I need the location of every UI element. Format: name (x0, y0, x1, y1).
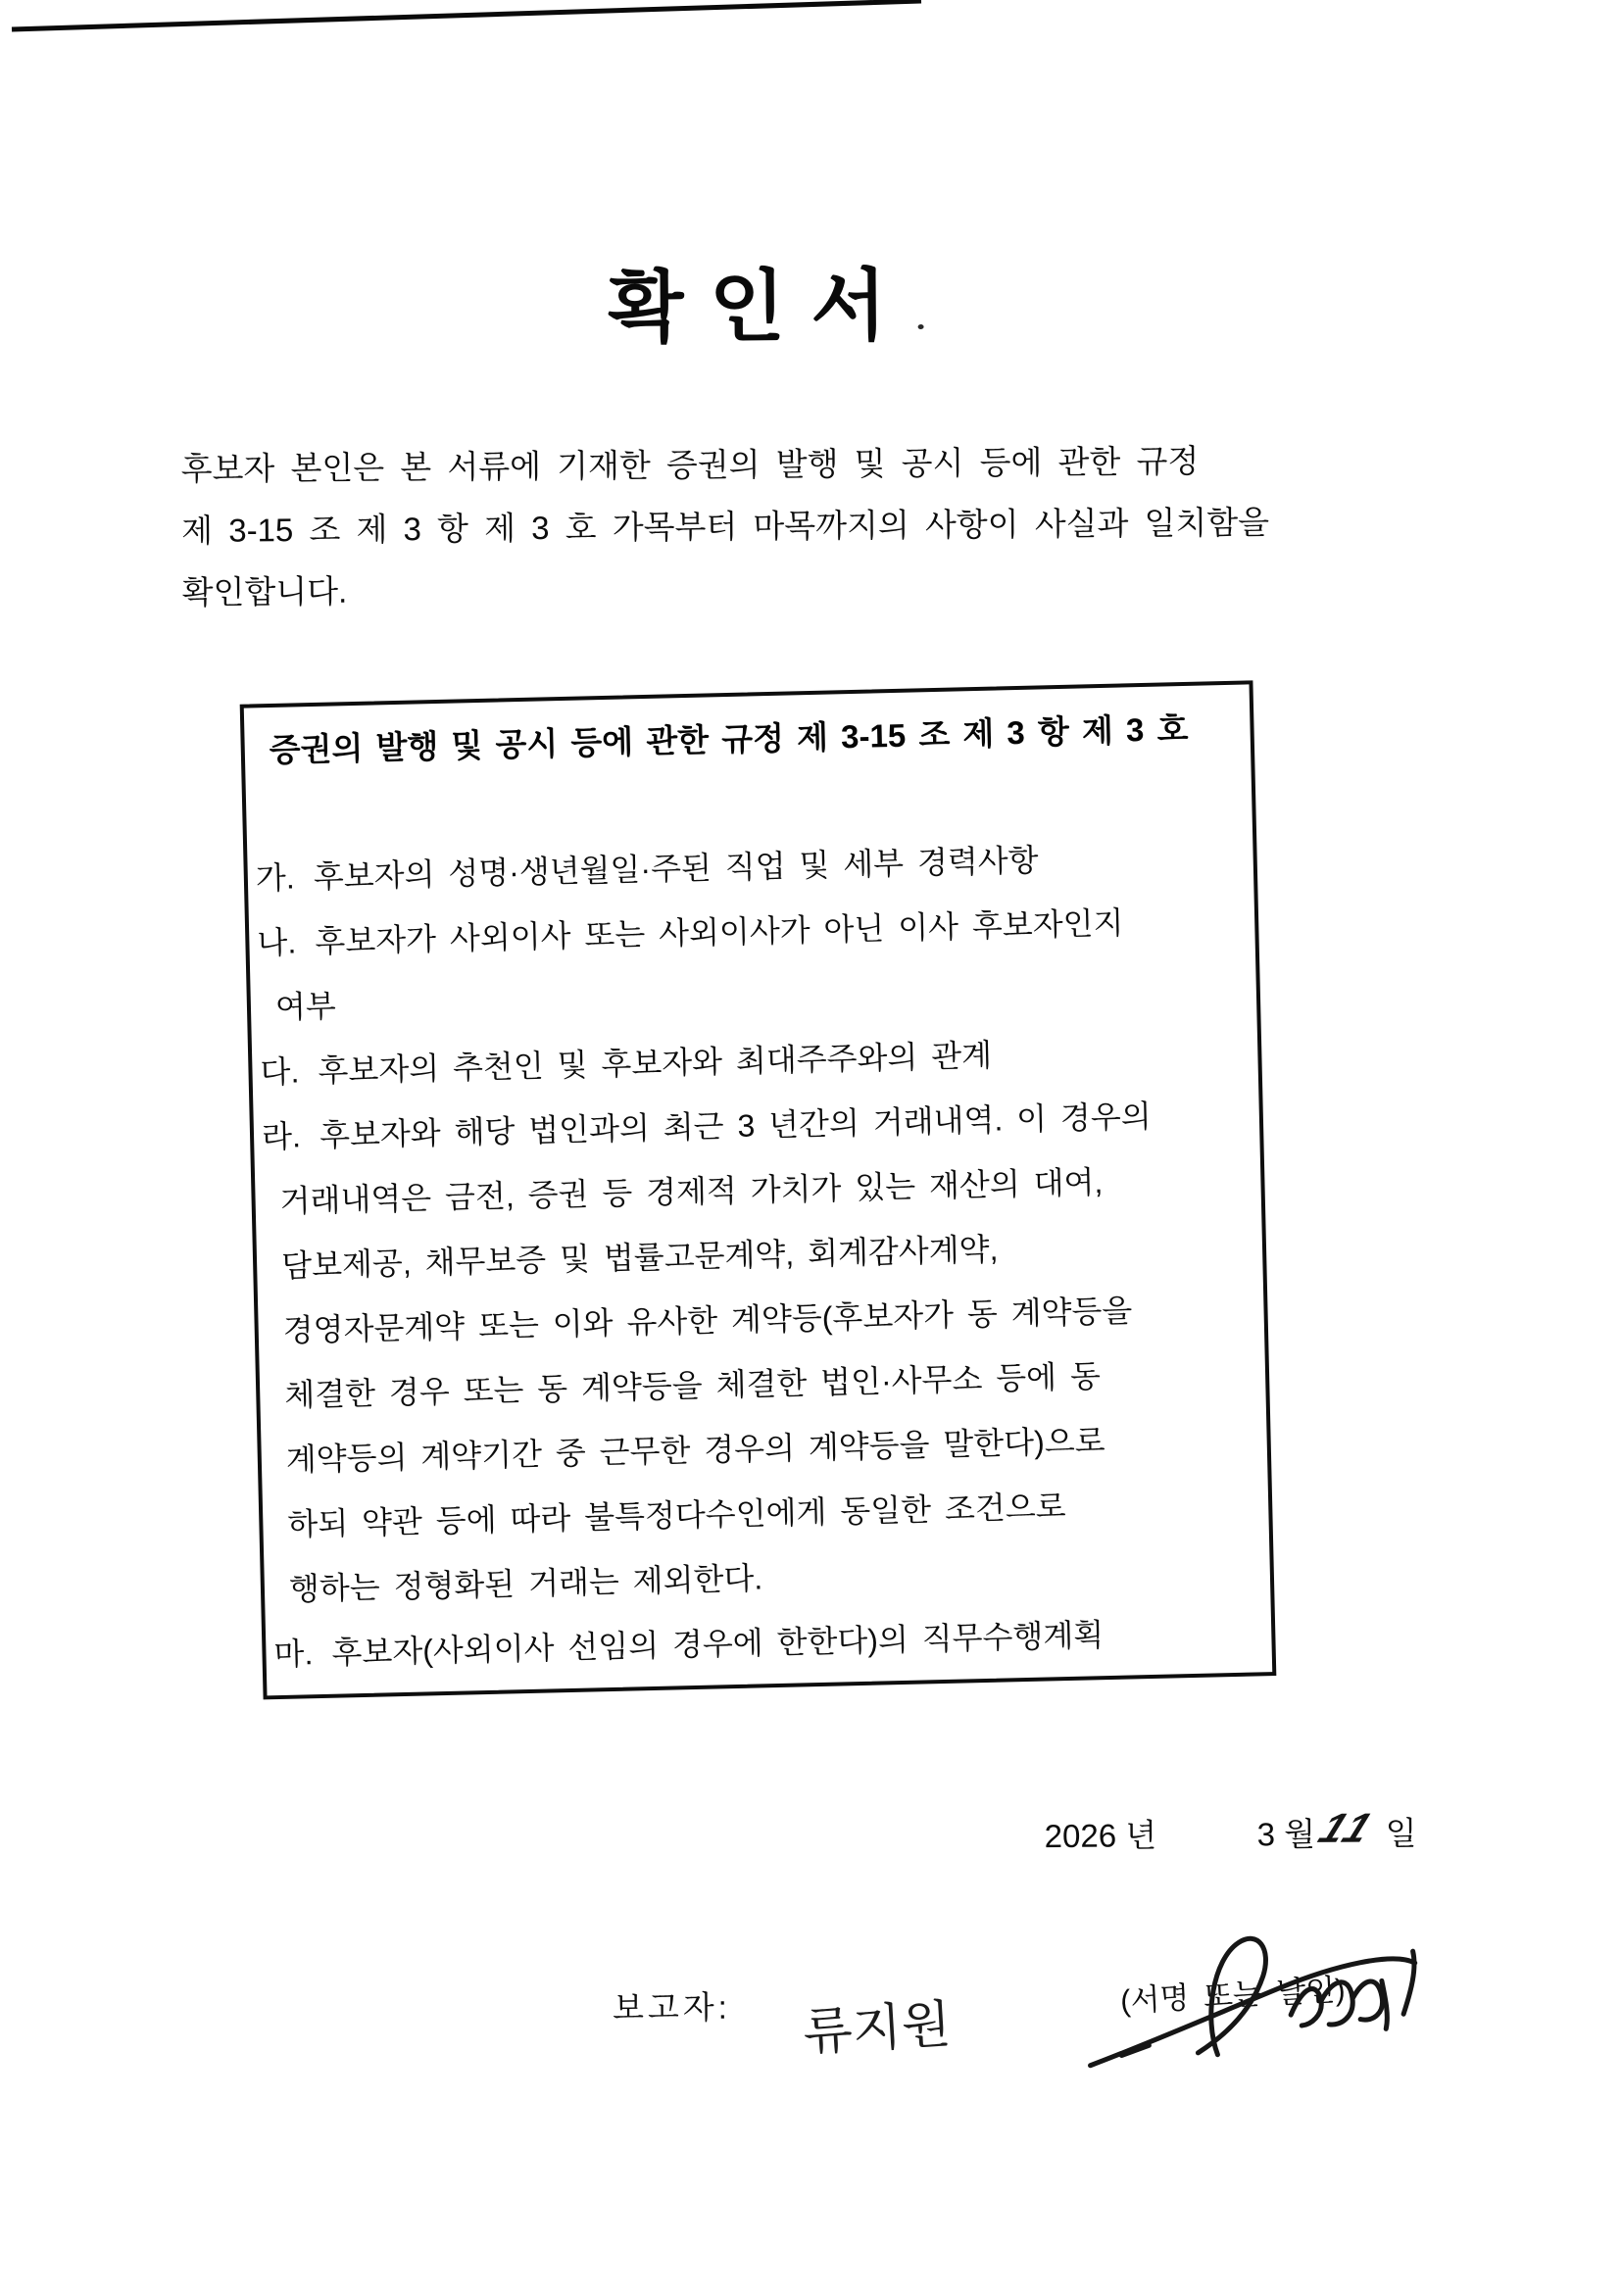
item-label: 마. (273, 1636, 314, 1673)
date-day-suffix: 일 (1385, 1815, 1417, 1852)
intro-line: 제 3-15 조 제 3 항 제 3 호 가목부터 마목까지의 사항이 사실과 일치함을 (181, 504, 1270, 549)
reporter-label: 보고자: (612, 1988, 732, 2027)
item-text: 후보자와 해당 법인과의 최근 3 년간의 거래내역. 이 경우의 (319, 1098, 1153, 1153)
item-line-cont: 계약등의 계약기간 중 근무한 경우의 계약등을 말한다)으로 (285, 1423, 1105, 1478)
intro-line: 확인합니다. (181, 572, 348, 611)
item-line-cont: 행하는 정형화된 거래는 제외한다. (288, 1560, 763, 1607)
reporter-name-handwritten: 류지원 (801, 1995, 953, 2062)
date-day-handwritten: 11 (1308, 1804, 1387, 1851)
date-month: 3 월 (1256, 1815, 1316, 1853)
item-text: 후보자가 사외이사 또는 사외이사가 아닌 이사 후보자인지 (314, 904, 1124, 959)
item-line-cont: 여부 (274, 988, 337, 1025)
item-label: 다. (260, 1053, 300, 1091)
document-title: 확 인 서 (607, 262, 889, 352)
item-line-cont: 하되 약관 등에 따라 불특정다수인에게 동일한 조건으로 (286, 1489, 1066, 1542)
regulation-item (261, 1082, 1260, 1623)
item-text: 후보자의 성명·생년월일·주된 직업 및 세부 경력사항 (313, 842, 1039, 895)
regulation-box-heading: 증권의 발행 및 공시 등에 관한 규정 제 3-15 조 제 3 항 제 3 호 (269, 709, 1189, 768)
item-line-cont: 담보제공, 채무보증 및 법률고문계약, 회계감사계약, (280, 1231, 999, 1284)
item-line-cont: 경영자문계약 또는 이와 유사한 계약등(후보자가 동 계약등을 (282, 1293, 1133, 1348)
regulation-box (240, 680, 1277, 1699)
seal-note: (서명 또는 날인) (1119, 1972, 1347, 2019)
item-line-cont: 체결한 경우 또는 동 계약등을 체결한 법인·사무소 등에 동 (283, 1358, 1102, 1413)
item-label: 라. (261, 1118, 302, 1155)
item-text: 후보자의 추천인 및 후보자와 최대주주와의 관계 (318, 1037, 993, 1089)
regulation-item (257, 888, 1248, 1041)
regulation-items (255, 823, 1262, 1687)
item-label: 가. (255, 859, 296, 897)
date-year: 2026 년 (1044, 1817, 1157, 1855)
item-label: 나. (257, 924, 297, 961)
intro-line: 후보자 본인은 본 서류에 기재한 증권의 발행 및 공시 등에 관한 규정 (180, 442, 1200, 487)
scan-speckle (918, 324, 924, 329)
item-line-cont: 거래내역은 금전, 증권 등 경제적 가치가 있는 재산의 대여, (279, 1164, 1104, 1219)
item-text: 후보자(사외이사 선임의 경우에 한한다)의 직무수행계획 (331, 1617, 1105, 1671)
intro-paragraph (180, 429, 1299, 623)
